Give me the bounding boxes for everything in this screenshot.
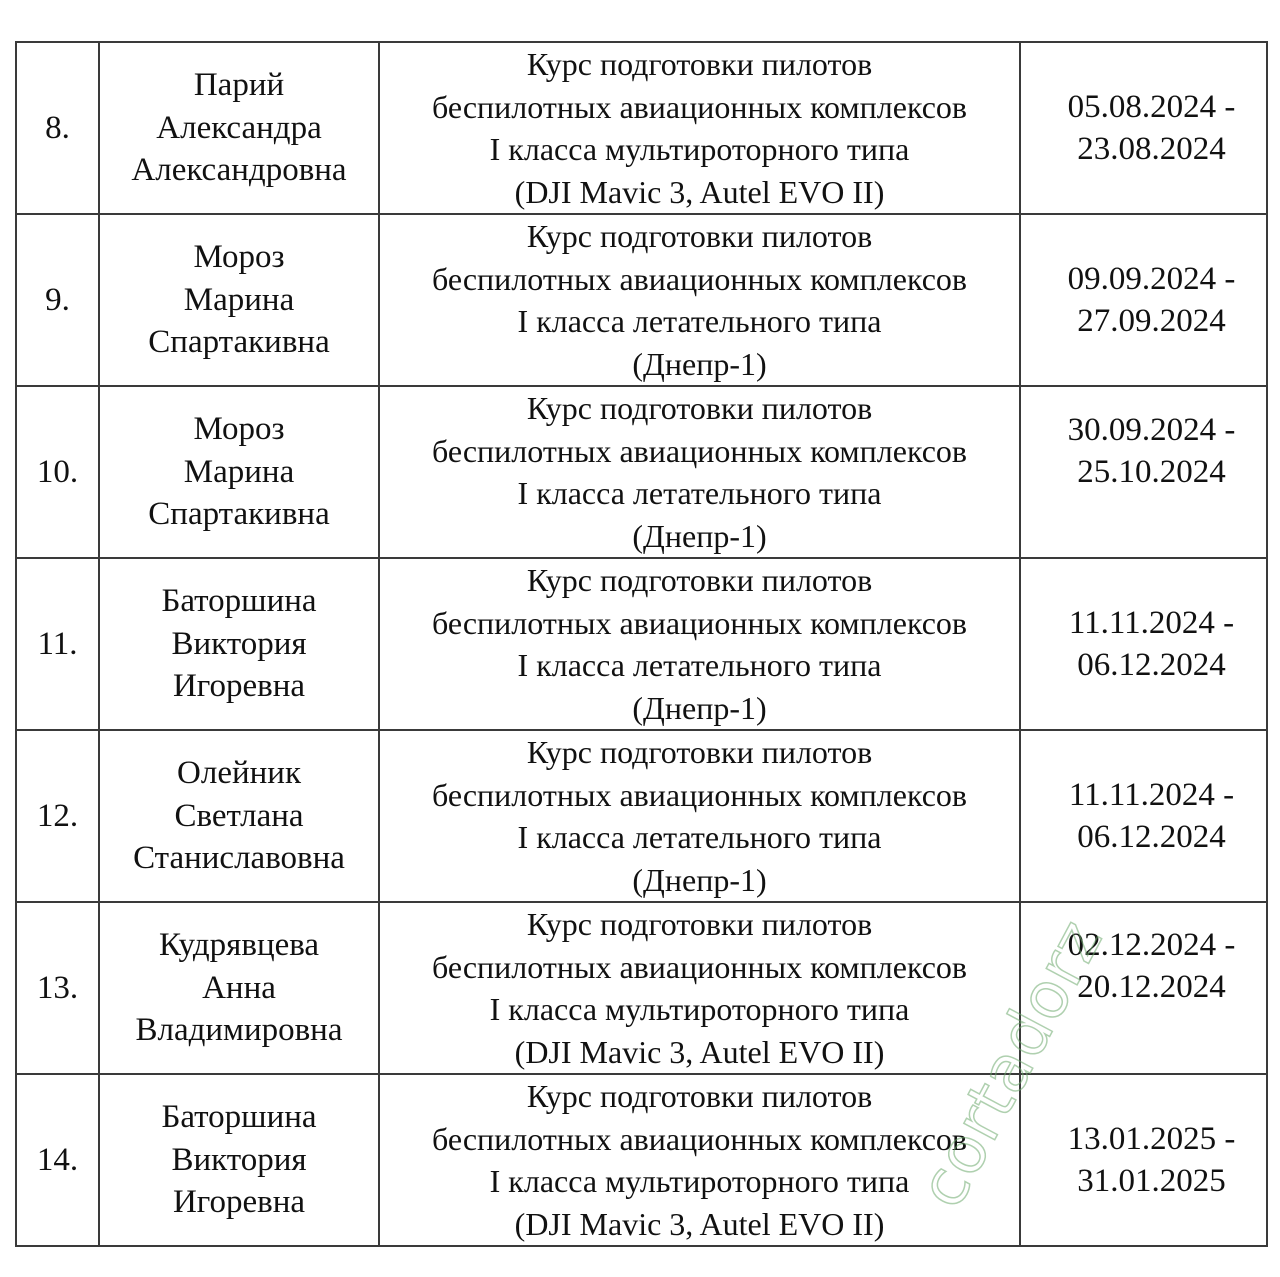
course-dates: 02.12.2024 - 20.12.2024 [1020, 902, 1267, 1074]
course-description: Курс подготовки пилотов беспилотных авиационных комплексов I класса летательного типа (Днепр-1) [379, 214, 1020, 386]
row-number: 12. [16, 730, 99, 902]
trainee-name: Парий Александра Александровна [99, 42, 379, 214]
trainee-name: Баторшина Виктория Игоревна [99, 558, 379, 730]
row-number: 13. [16, 902, 99, 1074]
course-description: Курс подготовки пилотов беспилотных авиационных комплексов I класса летательного типа (Днепр-1) [379, 386, 1020, 558]
trainee-name: Мороз Марина Спартакивна [99, 386, 379, 558]
trainee-name: Мороз Марина Спартакивна [99, 214, 379, 386]
table-row [16, 386, 1267, 558]
trainee-name: Баторшина Виктория Игоревна [99, 1074, 379, 1246]
row-number: 9. [16, 214, 99, 386]
course-description: Курс подготовки пилотов беспилотных авиационных комплексов I класса мультироторного типа (DJI Mavic 3, Autel EVO II) [379, 902, 1020, 1074]
course-dates: 09.09.2024 - 27.09.2024 [1020, 214, 1267, 386]
course-dates: 05.08.2024 - 23.08.2024 [1020, 42, 1267, 214]
course-dates: 30.09.2024 - 25.10.2024 [1020, 386, 1267, 558]
row-number: 14. [16, 1074, 99, 1246]
course-dates: 11.11.2024 - 06.12.2024 [1020, 730, 1267, 902]
row-number: 10. [16, 386, 99, 558]
trainees-table [15, 41, 1268, 1247]
table-row [16, 902, 1267, 1074]
table-row [16, 42, 1267, 214]
course-description: Курс подготовки пилотов беспилотных авиационных комплексов I класса мультироторного типа (DJI Mavic 3, Autel EVO II) [379, 1074, 1020, 1246]
watermark: cortadorz [905, 908, 1118, 1220]
table-row [16, 558, 1267, 730]
table-row [16, 730, 1267, 902]
course-description: Курс подготовки пилотов беспилотных авиационных комплексов I класса мультироторного типа (DJI Mavic 3, Autel EVO II) [379, 42, 1020, 214]
trainee-name: Кудрявцева Анна Владимировна [99, 902, 379, 1074]
course-dates: 13.01.2025 - 31.01.2025 [1020, 1074, 1267, 1246]
table-row [16, 214, 1267, 386]
course-dates: 11.11.2024 - 06.12.2024 [1020, 558, 1267, 730]
course-description: Курс подготовки пилотов беспилотных авиационных комплексов I класса летательного типа (Днепр-1) [379, 730, 1020, 902]
row-number: 11. [16, 558, 99, 730]
course-description: Курс подготовки пилотов беспилотных авиационных комплексов I класса летательного типа (Днепр-1) [379, 558, 1020, 730]
table-row [16, 1074, 1267, 1246]
trainee-name: Олейник Светлана Станиславовна [99, 730, 379, 902]
row-number: 8. [16, 42, 99, 214]
